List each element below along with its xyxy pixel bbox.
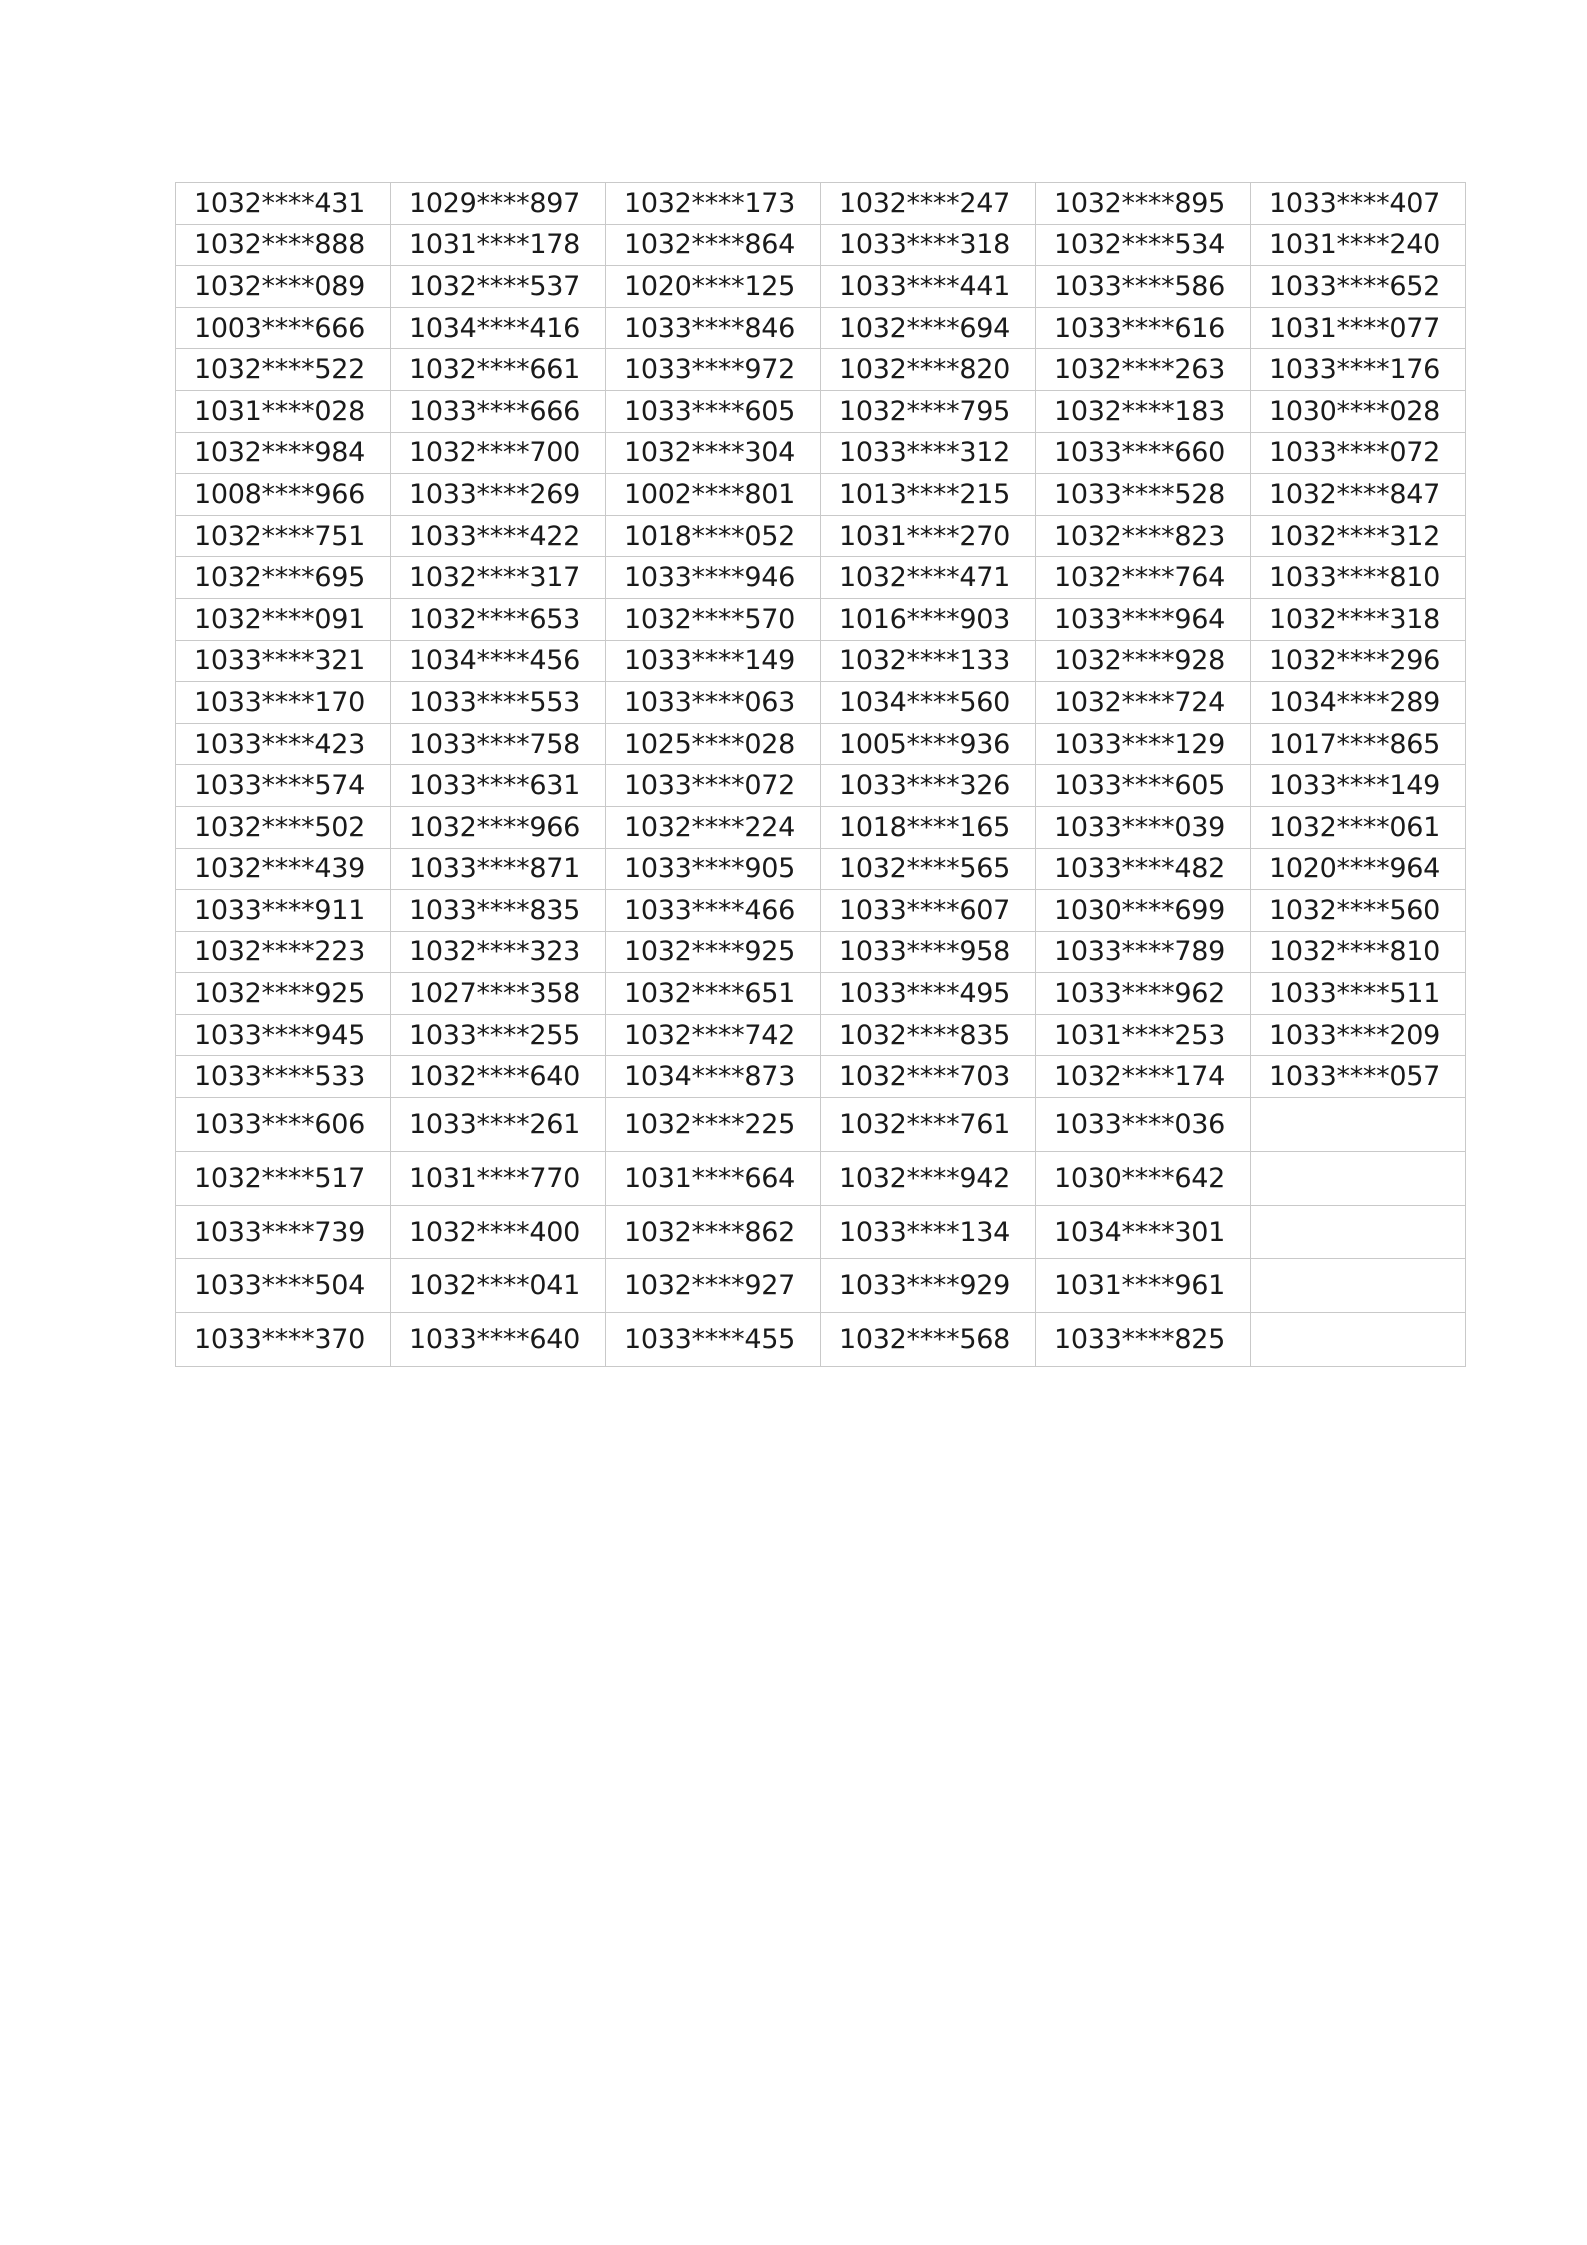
table-cell: 1031****664 xyxy=(606,1151,821,1205)
table-cell: 1032****517 xyxy=(176,1151,391,1205)
empty-table-cell xyxy=(1251,1313,1466,1367)
table-cell: 1032****223 xyxy=(176,931,391,973)
table-cell: 1031****961 xyxy=(1036,1259,1251,1313)
table-cell: 1033****652 xyxy=(1251,266,1466,308)
table-cell: 1033****586 xyxy=(1036,266,1251,308)
table-cell: 1033****441 xyxy=(821,266,1036,308)
table-cell: 1032****795 xyxy=(821,390,1036,432)
table-cell: 1032****835 xyxy=(821,1014,1036,1056)
table-row xyxy=(176,224,1466,266)
table-cell: 1033****455 xyxy=(606,1313,821,1367)
table-cell: 1032****323 xyxy=(391,931,606,973)
table-cell: 1032****173 xyxy=(606,183,821,225)
table-cell: 1033****072 xyxy=(606,765,821,807)
table-cell: 1033****407 xyxy=(1251,183,1466,225)
table-cell: 1032****942 xyxy=(821,1151,1036,1205)
table-cell: 1033****605 xyxy=(1036,765,1251,807)
table-row xyxy=(176,931,1466,973)
table-cell: 1033****574 xyxy=(176,765,391,807)
empty-table-cell xyxy=(1251,1151,1466,1205)
table-cell: 1030****028 xyxy=(1251,390,1466,432)
table-cell: 1032****695 xyxy=(176,557,391,599)
table-cell: 1031****770 xyxy=(391,1151,606,1205)
table-cell: 1032****694 xyxy=(821,307,1036,349)
table-row xyxy=(176,890,1466,932)
table-cell: 1033****964 xyxy=(1036,598,1251,640)
table-cell: 1033****422 xyxy=(391,515,606,557)
table-cell: 1031****270 xyxy=(821,515,1036,557)
table-cell: 1031****028 xyxy=(176,390,391,432)
table-cell: 1032****651 xyxy=(606,973,821,1015)
table-row xyxy=(176,973,1466,1015)
table-cell: 1032****640 xyxy=(391,1056,606,1098)
table-row xyxy=(176,557,1466,599)
table-cell: 1032****041 xyxy=(391,1259,606,1313)
table-cell: 1033****631 xyxy=(391,765,606,807)
table-cell: 1033****495 xyxy=(821,973,1036,1015)
empty-table-cell xyxy=(1251,1259,1466,1313)
table-cell: 1033****945 xyxy=(176,1014,391,1056)
table-cell: 1032****400 xyxy=(391,1205,606,1259)
table-row xyxy=(176,515,1466,557)
table-cell: 1032****966 xyxy=(391,806,606,848)
table-row xyxy=(176,183,1466,225)
table-cell: 1031****178 xyxy=(391,224,606,266)
table-cell: 1033****269 xyxy=(391,474,606,516)
table-cell: 1032****225 xyxy=(606,1098,821,1152)
table-cell: 1033****660 xyxy=(1036,432,1251,474)
table-cell: 1033****640 xyxy=(391,1313,606,1367)
table-cell: 1005****936 xyxy=(821,723,1036,765)
table-cell: 1032****888 xyxy=(176,224,391,266)
table-cell: 1033****810 xyxy=(1251,557,1466,599)
table-cell: 1032****263 xyxy=(1036,349,1251,391)
table-cell: 1008****966 xyxy=(176,474,391,516)
table-cell: 1032****317 xyxy=(391,557,606,599)
table-row xyxy=(176,682,1466,724)
table-cell: 1032****537 xyxy=(391,266,606,308)
table-cell: 1033****261 xyxy=(391,1098,606,1152)
table-cell: 1033****871 xyxy=(391,848,606,890)
table-row xyxy=(176,307,1466,349)
table-cell: 1018****165 xyxy=(821,806,1036,848)
table-cell: 1032****565 xyxy=(821,848,1036,890)
table-cell: 1030****642 xyxy=(1036,1151,1251,1205)
table-cell: 1034****456 xyxy=(391,640,606,682)
table-cell: 1029****897 xyxy=(391,183,606,225)
table-row xyxy=(176,806,1466,848)
table-cell: 1032****312 xyxy=(1251,515,1466,557)
table-cell: 1033****666 xyxy=(391,390,606,432)
table-cell: 1032****570 xyxy=(606,598,821,640)
table-row xyxy=(176,848,1466,890)
table-cell: 1033****972 xyxy=(606,349,821,391)
table-cell: 1033****482 xyxy=(1036,848,1251,890)
table-cell: 1033****607 xyxy=(821,890,1036,932)
table-cell: 1033****835 xyxy=(391,890,606,932)
table-cell: 1032****568 xyxy=(821,1313,1036,1367)
table-row xyxy=(176,723,1466,765)
table-cell: 1033****846 xyxy=(606,307,821,349)
table-cell: 1032****862 xyxy=(606,1205,821,1259)
table-cell: 1025****028 xyxy=(606,723,821,765)
table-cell: 1032****247 xyxy=(821,183,1036,225)
table-cell: 1033****511 xyxy=(1251,973,1466,1015)
table-row xyxy=(176,1313,1466,1367)
table-row xyxy=(176,1151,1466,1205)
table-row xyxy=(176,1098,1466,1152)
table-row xyxy=(176,1014,1466,1056)
table-cell: 1033****466 xyxy=(606,890,821,932)
table-cell: 1032****764 xyxy=(1036,557,1251,599)
table-cell: 1032****724 xyxy=(1036,682,1251,724)
table-row xyxy=(176,266,1466,308)
table-row xyxy=(176,1259,1466,1313)
table-cell: 1034****416 xyxy=(391,307,606,349)
table-cell: 1032****984 xyxy=(176,432,391,474)
table-cell: 1031****077 xyxy=(1251,307,1466,349)
table-cell: 1032****534 xyxy=(1036,224,1251,266)
table-row xyxy=(176,432,1466,474)
table-cell: 1032****439 xyxy=(176,848,391,890)
table-row xyxy=(176,1205,1466,1259)
table-cell: 1032****700 xyxy=(391,432,606,474)
table-cell: 1033****616 xyxy=(1036,307,1251,349)
table-cell: 1032****091 xyxy=(176,598,391,640)
table-cell: 1033****739 xyxy=(176,1205,391,1259)
table-cell: 1033****170 xyxy=(176,682,391,724)
table-cell: 1033****825 xyxy=(1036,1313,1251,1367)
table-cell: 1034****560 xyxy=(821,682,1036,724)
table-cell: 1033****758 xyxy=(391,723,606,765)
table-cell: 1033****605 xyxy=(606,390,821,432)
table-cell: 1032****061 xyxy=(1251,806,1466,848)
table-cell: 1032****703 xyxy=(821,1056,1036,1098)
table-cell: 1032****661 xyxy=(391,349,606,391)
table-row xyxy=(176,1056,1466,1098)
table-cell: 1030****699 xyxy=(1036,890,1251,932)
table-cell: 1033****036 xyxy=(1036,1098,1251,1152)
table-cell: 1032****522 xyxy=(176,349,391,391)
table-cell: 1033****255 xyxy=(391,1014,606,1056)
table-cell: 1034****301 xyxy=(1036,1205,1251,1259)
table-row xyxy=(176,349,1466,391)
table-cell: 1033****326 xyxy=(821,765,1036,807)
table-row xyxy=(176,390,1466,432)
table-cell: 1032****471 xyxy=(821,557,1036,599)
table-cell: 1020****964 xyxy=(1251,848,1466,890)
table-cell: 1032****318 xyxy=(1251,598,1466,640)
table-cell: 1032****761 xyxy=(821,1098,1036,1152)
table-cell: 1032****927 xyxy=(606,1259,821,1313)
table-cell: 1032****502 xyxy=(176,806,391,848)
table-cell: 1033****209 xyxy=(1251,1014,1466,1056)
table-cell: 1033****533 xyxy=(176,1056,391,1098)
table-cell: 1033****370 xyxy=(176,1313,391,1367)
table-cell: 1033****318 xyxy=(821,224,1036,266)
table-cell: 1033****176 xyxy=(1251,349,1466,391)
table-cell: 1032****810 xyxy=(1251,931,1466,973)
table-cell: 1032****174 xyxy=(1036,1056,1251,1098)
table-cell: 1033****423 xyxy=(176,723,391,765)
table-cell: 1033****063 xyxy=(606,682,821,724)
table-cell: 1033****606 xyxy=(176,1098,391,1152)
table-cell: 1032****847 xyxy=(1251,474,1466,516)
table-cell: 1032****925 xyxy=(606,931,821,973)
table-cell: 1013****215 xyxy=(821,474,1036,516)
table-cell: 1032****653 xyxy=(391,598,606,640)
table-cell: 1033****321 xyxy=(176,640,391,682)
table-cell: 1003****666 xyxy=(176,307,391,349)
table-row xyxy=(176,598,1466,640)
table-cell: 1033****057 xyxy=(1251,1056,1466,1098)
table-cell: 1032****560 xyxy=(1251,890,1466,932)
table-cell: 1033****072 xyxy=(1251,432,1466,474)
table-cell: 1018****052 xyxy=(606,515,821,557)
table-cell: 1032****296 xyxy=(1251,640,1466,682)
table-cell: 1033****946 xyxy=(606,557,821,599)
table-cell: 1032****224 xyxy=(606,806,821,848)
empty-table-cell xyxy=(1251,1098,1466,1152)
table-row xyxy=(176,474,1466,516)
table-cell: 1033****504 xyxy=(176,1259,391,1313)
id-number-table xyxy=(175,182,1466,1367)
table-cell: 1032****928 xyxy=(1036,640,1251,682)
table-cell: 1032****742 xyxy=(606,1014,821,1056)
table-cell: 1033****129 xyxy=(1036,723,1251,765)
table-cell: 1034****289 xyxy=(1251,682,1466,724)
table-cell: 1032****089 xyxy=(176,266,391,308)
table-row xyxy=(176,640,1466,682)
table-cell: 1033****962 xyxy=(1036,973,1251,1015)
table-cell: 1032****820 xyxy=(821,349,1036,391)
table-cell: 1032****823 xyxy=(1036,515,1251,557)
table-cell: 1016****903 xyxy=(821,598,1036,640)
table-cell: 1033****958 xyxy=(821,931,1036,973)
table-cell: 1033****528 xyxy=(1036,474,1251,516)
table-cell: 1033****789 xyxy=(1036,931,1251,973)
table-cell: 1031****253 xyxy=(1036,1014,1251,1056)
table-cell: 1032****925 xyxy=(176,973,391,1015)
table-cell: 1033****553 xyxy=(391,682,606,724)
table-cell: 1032****133 xyxy=(821,640,1036,682)
table-cell: 1033****312 xyxy=(821,432,1036,474)
table-cell: 1002****801 xyxy=(606,474,821,516)
table-cell: 1032****751 xyxy=(176,515,391,557)
table-cell: 1020****125 xyxy=(606,266,821,308)
table-cell: 1032****431 xyxy=(176,183,391,225)
table-cell: 1032****183 xyxy=(1036,390,1251,432)
table-cell: 1034****873 xyxy=(606,1056,821,1098)
table-cell: 1033****134 xyxy=(821,1205,1036,1259)
table-cell: 1032****304 xyxy=(606,432,821,474)
table-row xyxy=(176,765,1466,807)
table-cell: 1032****864 xyxy=(606,224,821,266)
table-cell: 1032****895 xyxy=(1036,183,1251,225)
table-cell: 1033****905 xyxy=(606,848,821,890)
table-cell: 1033****929 xyxy=(821,1259,1036,1313)
empty-table-cell xyxy=(1251,1205,1466,1259)
table-cell: 1033****039 xyxy=(1036,806,1251,848)
table-cell: 1017****865 xyxy=(1251,723,1466,765)
table-cell: 1027****358 xyxy=(391,973,606,1015)
table-cell: 1033****149 xyxy=(1251,765,1466,807)
table-cell: 1031****240 xyxy=(1251,224,1466,266)
id-number-table-body xyxy=(176,183,1466,1367)
table-cell: 1033****911 xyxy=(176,890,391,932)
table-cell: 1033****149 xyxy=(606,640,821,682)
